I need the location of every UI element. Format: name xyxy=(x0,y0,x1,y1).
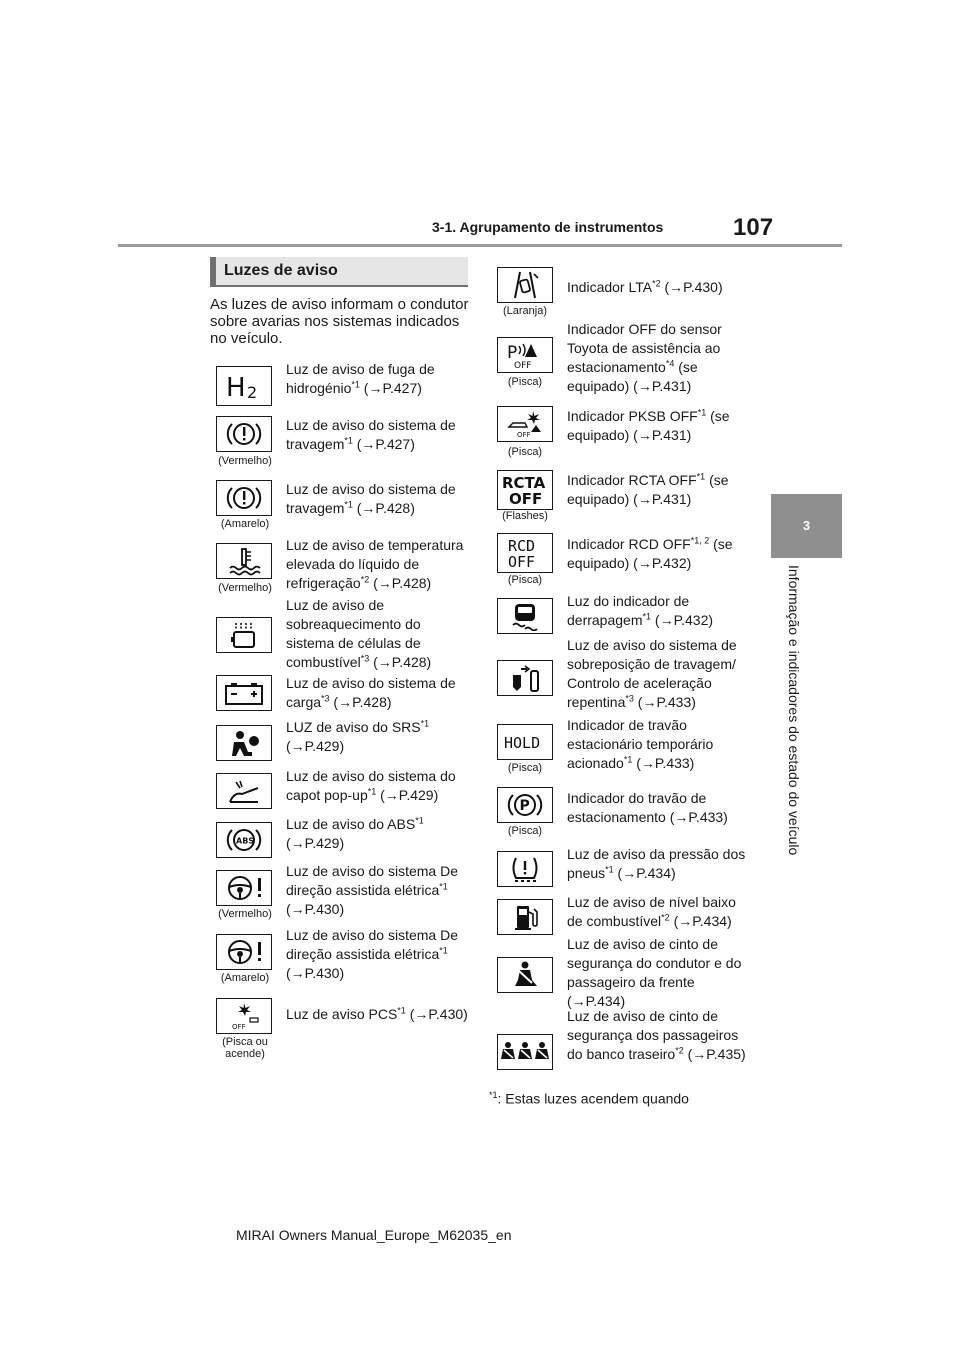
item-description: Luz de aviso do sistema de travagem$^{*1}$ (→P.428) xyxy=(286,481,456,516)
item-description: Luz de aviso da pressão dos pneus$^{*1}$ (→P.434) xyxy=(567,846,746,881)
item-description: Indicador OFF do sensor Toyota de assistência ao estacionamento$^{*4}$ (se equipado) (→P.431) xyxy=(567,321,722,394)
chapter-vertical-title: Informação e indicadores do estado do veículo xyxy=(786,565,802,856)
item-description: Indicador de travão estacionário temporário acionado$^{*1}$ (→P.433) xyxy=(567,717,714,771)
item-description: Luz de aviso do sistema de travagem$^{*1}$ (→P.427) xyxy=(286,417,456,452)
rcd-off-icon xyxy=(497,533,553,573)
svg-text:P: P xyxy=(507,343,518,363)
page-number: 107 xyxy=(733,214,774,241)
item-description: Luz de aviso de sobreaquecimento do sistema de células de combustível$^{*3}$ (→P.428) xyxy=(286,597,432,670)
header-rule xyxy=(118,244,842,247)
item-caption: (Amarelo) xyxy=(220,972,270,984)
footer-text: MIRAI Owners Manual_Europe_M62035_en xyxy=(236,1227,512,1243)
item-caption: (Amarelo) xyxy=(220,518,270,530)
footnote: $^{*1}$: Estas luzes acendem quando xyxy=(489,1090,689,1107)
item-caption: (Vermelho) xyxy=(218,455,272,467)
item-caption: (Pisca) xyxy=(507,376,543,388)
abs-icon xyxy=(216,822,272,858)
item-description: Luz de aviso do sistema de carga$^{*3}$ (→P.428) xyxy=(286,675,456,710)
item-caption: (Pisca ou acende) xyxy=(222,1036,268,1060)
svg-text:2: 2 xyxy=(247,383,258,400)
battery-icon xyxy=(216,675,272,711)
svg-text:RCD: RCD xyxy=(508,537,536,555)
svg-text:OFF: OFF xyxy=(509,490,543,507)
item-description: Luz de aviso do sistema de sobreposição de travagem/ Controlo de aceleração repentina$^{*3}$ (→P.433) xyxy=(567,637,737,710)
power-steering-icon xyxy=(216,934,272,970)
item-caption: (Laranja) xyxy=(502,305,548,317)
item-description: Luz de aviso do ABS$^{*1}$ (→P.429) xyxy=(286,815,424,851)
item-description: Indicador LTA$^{*2}$ (→P.430) xyxy=(567,278,723,295)
low-fuel-icon xyxy=(497,899,553,935)
item-description: Luz de aviso de fuga de hidrogénio$^{*1}$ (→P.427) xyxy=(286,361,435,396)
item-caption: (Pisca) xyxy=(507,574,543,586)
svg-text:OFF: OFF xyxy=(508,553,536,570)
pksb-off-icon xyxy=(497,406,553,442)
svg-text:RCTA: RCTA xyxy=(502,474,546,492)
item-caption: (Pisca) xyxy=(507,446,543,458)
svg-text:P: P xyxy=(519,798,530,814)
item-description: Luz de aviso PCS$^{*1}$ (→P.430) xyxy=(286,1005,468,1022)
item-description: Indicador do travão de estacionamento (→P.433) xyxy=(567,790,728,825)
item-description: LUZ de aviso do SRS$^{*1}$ (→P.429) xyxy=(286,718,430,754)
chapter-tab: 3 xyxy=(771,494,842,558)
item-caption: (Pisca) xyxy=(507,825,543,837)
item-caption: (Pisca) xyxy=(507,762,543,774)
item-description: Luz de aviso do sistema De direção assistida elétrica$^{*1}$ (→P.430) xyxy=(286,927,458,981)
tire-pressure-icon xyxy=(497,851,553,887)
rcta-off-icon xyxy=(497,470,553,510)
item-caption: (Flashes) xyxy=(502,510,548,522)
parking-brake-icon xyxy=(497,787,553,823)
brake-override-icon xyxy=(497,660,553,696)
item-description: Luz de aviso do sistema De direção assistida elétrica$^{*1}$ (→P.430) xyxy=(286,863,458,917)
item-description: Luz de aviso de cinto de segurança do condutor e do passageiro da frente (→P.434) xyxy=(567,936,742,1009)
item-description: Luz de aviso do sistema do capot pop-$up^{*1}$ (→P.429) xyxy=(286,768,456,803)
srs-airbag-icon xyxy=(216,725,272,761)
item-description: Luz de aviso de nível baixo de combustível$^{*2}$ (→P.434) xyxy=(567,894,736,929)
section-heading: Luzes de aviso xyxy=(210,257,468,287)
item-description: Luz do indicador de derrapagem$^{*1}$ (→P.432) xyxy=(567,593,714,628)
item-description: Luz de aviso de temperatura elevada do líquido de refrigeração$^{*2}$ (→P.428) xyxy=(286,537,464,591)
pcs-off-icon xyxy=(216,998,272,1034)
item-description: Luz de aviso de cinto de segurança dos passageiros do banco traseiro$^{*2}$ (→P.435) xyxy=(567,1008,746,1062)
item-description: Indicador RCD OFF$^{*1, 2}$ (se equipado) (→P.432) xyxy=(567,535,733,571)
lta-icon xyxy=(497,267,553,303)
item-caption: (Vermelho) xyxy=(218,582,272,594)
item-caption: (Vermelho) xyxy=(218,908,272,920)
brake-warning-icon xyxy=(216,480,272,516)
item-description: Indicador RCTA OFF$^{*1}$ (se equipado) (→P.431) xyxy=(567,471,729,507)
coolant-temperature-icon xyxy=(216,543,272,579)
pop-up-hood-icon xyxy=(216,773,272,809)
svg-text:ABS: ABS xyxy=(236,836,255,846)
brake-warning-icon xyxy=(216,416,272,452)
svg-text:H: H xyxy=(226,373,246,400)
item-description: Indicador PKSB OFF$^{*1}$ (se equipado) (→P.431) xyxy=(567,407,730,443)
hydrogen-leak-icon xyxy=(216,366,272,406)
svg-text:OFF: OFF xyxy=(517,431,531,439)
parking-sensor-off-icon xyxy=(497,337,553,373)
power-steering-icon xyxy=(216,870,272,906)
svg-text:HOLD: HOLD xyxy=(504,734,541,752)
header-title: 3-1. Agrupamento de instrumentos xyxy=(432,219,664,235)
section-intro: As luzes de aviso informam o condutor sobre avarias nos sistemas indicados no veículo. xyxy=(210,296,469,347)
fuel-cell-overheat-icon xyxy=(216,617,272,653)
svg-text:OFF: OFF xyxy=(232,1023,246,1031)
svg-text:OFF: OFF xyxy=(514,361,532,370)
seatbelt-front-icon xyxy=(497,957,553,993)
slip-indicator-icon xyxy=(497,598,553,634)
seatbelt-rear-icon xyxy=(497,1034,553,1070)
hold-icon xyxy=(497,724,553,760)
